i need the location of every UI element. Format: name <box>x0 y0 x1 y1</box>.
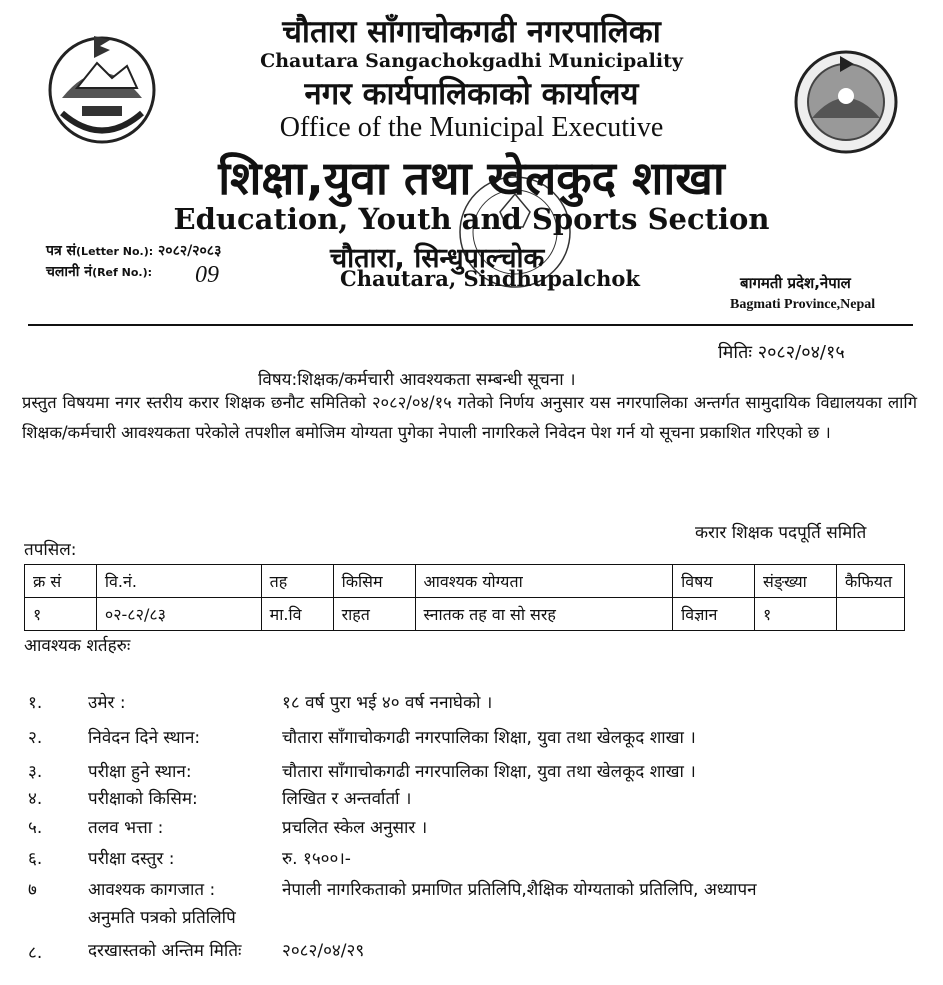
location-np: चौतारा, सिन्धुपाल्चोक <box>330 243 545 274</box>
condition-value: २०८२/०४/२९ <box>282 941 365 961</box>
details-label: तपसिल: <box>24 540 77 560</box>
table-header: आवश्यक योग्यता <box>415 565 673 598</box>
table-cell: राहत <box>333 598 415 631</box>
ref-no-label: चलानी नं <box>46 264 93 280</box>
table-header: संङ्ख्या <box>755 565 837 598</box>
table-cell: मा.वि <box>261 598 333 631</box>
condition-label: परीक्षा दस्तुर : <box>88 849 175 869</box>
condition-label: दरखास्तको अन्तिम मितिः <box>88 941 242 961</box>
committee-name: करार शिक्षक पदपूर्ति समिति <box>695 523 867 543</box>
condition-number: ५. <box>28 818 43 838</box>
table-cell <box>836 598 904 631</box>
table-cell: १ <box>25 598 97 631</box>
ref-no-value: 09 <box>195 262 219 288</box>
province-en: Bagmati Province,Nepal <box>730 297 876 312</box>
condition-number: ६. <box>28 849 43 869</box>
ref-number <box>46 262 152 281</box>
notice-body: प्रस्तुत विषयमा नगर स्तरीय करार शिक्षक छनौट समितिको २०८२/०४/१५ गतेको निर्णय अनुसार यस नगरपालिका अन्तर्गत सामुदायिक विद्यालयका लागि शिक्षक/कर्मचारी आवश्यकता परेकोले तपशील बमोजिम योग्यता पुगेका नेपाली नागरिकले निवेदन पेश गर्न यो सूचना प्रकाशित गरिएको छ । <box>22 393 917 442</box>
notice-date: मितिः २०८२/०४/१५ <box>718 342 845 363</box>
condition-value: १८ वर्ष पुरा भई ४० वर्ष ननाघेको । <box>282 693 493 713</box>
header-divider <box>28 324 913 326</box>
letter-no-value: २०८२/२०८३ <box>158 243 222 259</box>
condition-value: चौतारा साँगाचोकगढी नगरपालिका शिक्षा, युवा तथा खेलकूद शाखा । <box>282 728 696 748</box>
condition-value: चौतारा साँगाचोकगढी नगरपालिका शिक्षा, युवा तथा खेलकूद शाखा । <box>282 762 696 782</box>
condition-number: ७ <box>28 880 37 900</box>
table-header: किसिम <box>333 565 415 598</box>
table-header: कैफियत <box>836 565 904 598</box>
table-cell: स्नातक तह वा सो सरह <box>415 598 673 631</box>
conditions-title: आवश्यक शर्तहरुः <box>24 636 131 656</box>
table-header: वि.नं. <box>96 565 261 598</box>
condition-value: नेपाली नागरिकताको प्रमाणित प्रतिलिपि,शैक्षिक योग्यताको प्रतिलिपि, अध्यापन <box>282 880 757 900</box>
section-name-np: शिक्षा,युवा तथा खेलकुद शाखा <box>218 151 725 205</box>
condition-label: परीक्षा हुने स्थान: <box>88 762 192 782</box>
section-name-en: Education, Youth and Sports Section <box>173 202 770 236</box>
condition-value-continued: अनुमति पत्रको प्रतिलिपि <box>88 908 236 928</box>
condition-value: लिखित र अन्तर्वार्ता । <box>282 789 412 809</box>
letter-no-label: पत्र सं <box>46 243 77 259</box>
condition-number: ३. <box>28 762 43 782</box>
municipality-name-en: Chautara Sangachokgadhi Municipality <box>260 50 683 72</box>
table-header: तह <box>261 565 333 598</box>
table-header-row <box>25 565 905 598</box>
ref-no-label-en: (Ref No.): <box>92 266 153 279</box>
condition-label: निवेदन दिने स्थान: <box>88 728 201 748</box>
letter-no-label-en: (Letter No.): <box>76 245 154 258</box>
condition-label: परीक्षाको किसिम: <box>88 789 198 809</box>
office-name-en: Office of the Municipal Executive <box>279 112 664 143</box>
municipality-name-np: चौतारा साँगाचोकगढी नगरपालिका <box>282 14 661 50</box>
condition-number: ८. <box>28 943 43 963</box>
condition-label: उमेर : <box>88 693 126 713</box>
condition-number: २. <box>28 728 43 748</box>
condition-value: प्रचलित स्केल अनुसार । <box>282 818 428 838</box>
condition-number: १. <box>28 693 43 713</box>
table-header: क्र सं <box>25 565 97 598</box>
table-row <box>25 598 905 631</box>
letter-number <box>46 241 221 260</box>
condition-label: तलव भत्ता : <box>88 818 164 838</box>
condition-label: आवश्यक कागजात : <box>88 880 216 900</box>
table-cell: ०२-८२/८३ <box>96 598 261 631</box>
condition-value: रु. १५००।- <box>282 849 351 869</box>
location-en: Chautara, Sindhupalchok <box>340 266 640 291</box>
province-np: बागमती प्रदेश,नेपाल <box>740 274 851 292</box>
table-cell: विज्ञान <box>673 598 755 631</box>
condition-number: ४. <box>28 789 43 809</box>
table-cell: १ <box>755 598 837 631</box>
table-header: विषय <box>673 565 755 598</box>
notice-subject: विषय:शिक्षक/कर्मचारी आवश्यकता सम्बन्धी सूचना । <box>258 370 576 390</box>
vacancy-table <box>24 564 905 631</box>
office-name-np: नगर कार्यपालिकाको कार्यालय <box>304 76 639 112</box>
